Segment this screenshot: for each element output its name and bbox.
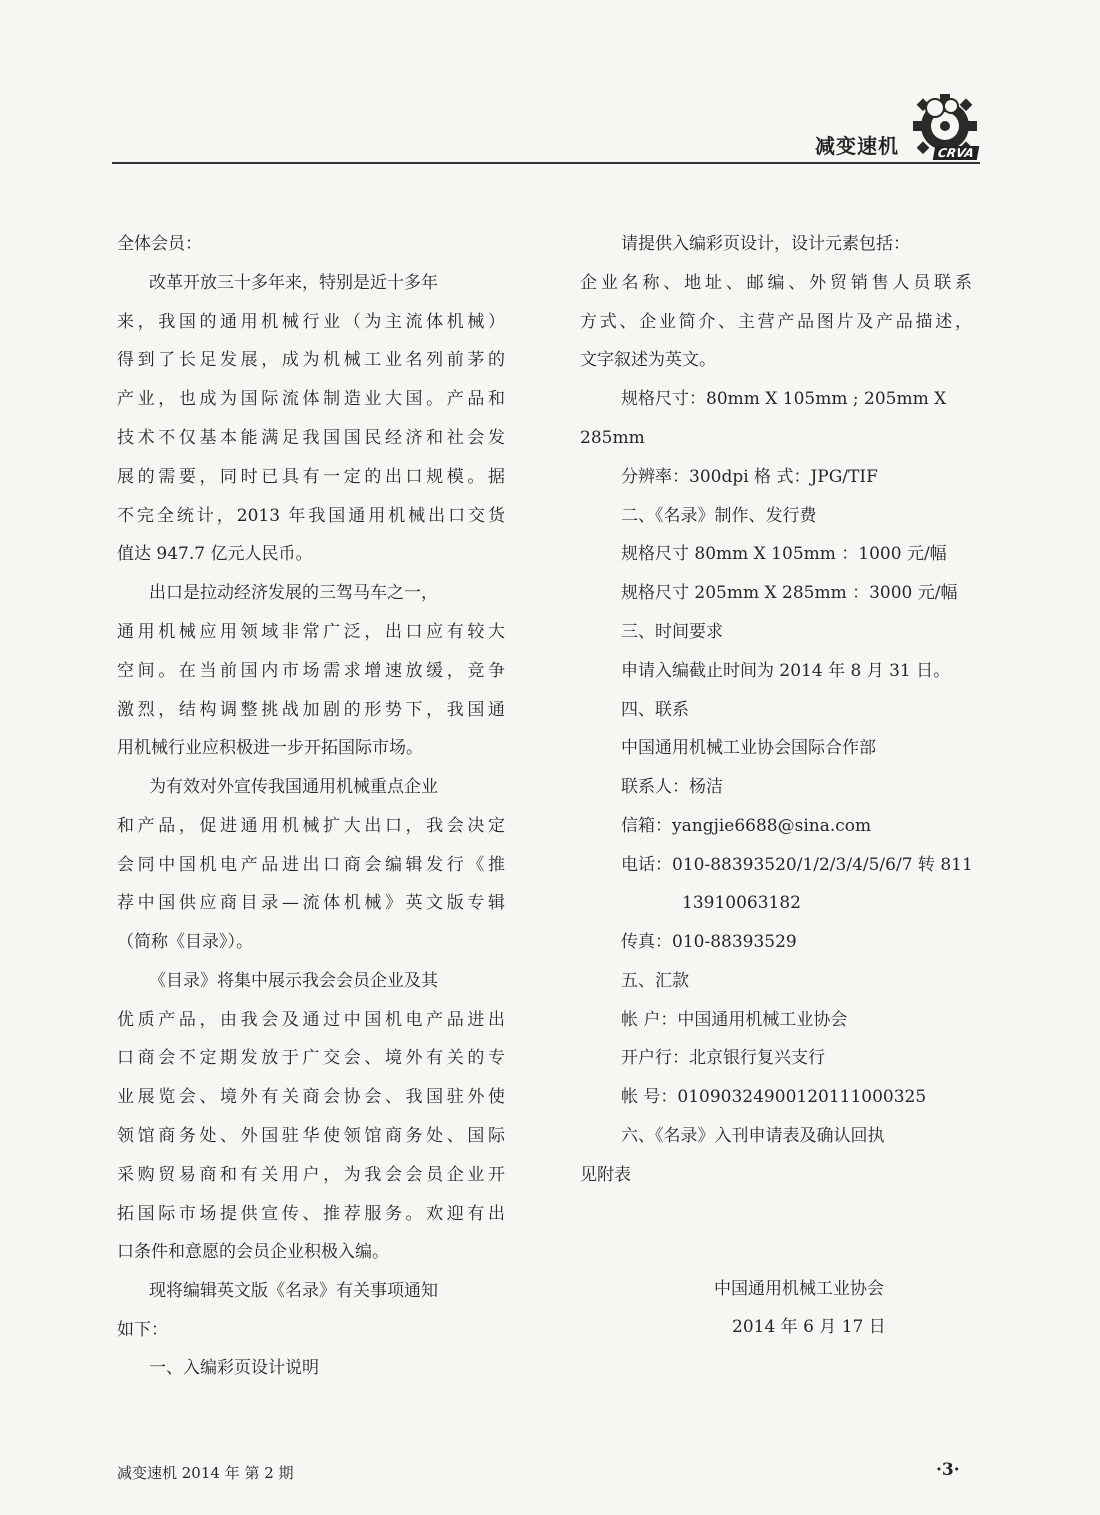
paragraph-line: 通用机械应用领域非常广泛，出口应有较大 [117,622,505,642]
section-heading: 五、汇款 [621,971,689,991]
paragraph-line: 企业名称、地址、邮编、外贸销售人员联系 [580,273,972,293]
section-heading: 六、《名录》入刊申请表及确认回执 [621,1126,885,1146]
paragraph-line: 改革开放三十多年来，特别是近十多年 [149,273,438,293]
contact-phone: 电话：010-88393520/1/2/3/4/5/6/7 转 811 [621,855,973,875]
paragraph-line: 激烈，结构调整挑战加剧的形势下，我国通 [117,700,505,720]
logo-text: CRVA [933,146,979,160]
paragraph-line: 《目录》将集中展示我会会员企业及其 [149,971,438,991]
signature-date: 2014 年 6 月 17 日 [732,1317,886,1337]
salutation: 全体会员： [117,234,202,254]
contact-person: 联系人：杨洁 [621,777,723,797]
paragraph-line: 见附表 [580,1165,631,1185]
paragraph-line: 拓国际市场提供宣传、推荐服务。欢迎有出 [117,1204,505,1224]
contact-email: 信箱：yangjie6688@sina.com [621,816,872,836]
paragraph-line: 出口是拉动经济发展的三驾马车之一， [149,583,438,603]
paragraph-line: 文字叙述为英文。 [580,350,716,370]
paragraph-line: 会同中国机电产品进出口商会编辑发行《推 [117,855,505,875]
paragraph-line: 用机械行业应积极进一步开拓国际市场。 [117,738,423,758]
deadline: 申请入编截止时间为 2014 年 8 月 31 日。 [621,661,951,681]
account-name: 帐 户：中国通用机械工业协会 [621,1010,848,1030]
paragraph-line: 业展览会、境外有关商会协会、我国驻外使 [117,1087,505,1107]
paragraph-line: 现将编辑英文版《名录》有关事项通知 [149,1281,438,1301]
contact-fax: 传真：010-88393529 [621,932,797,952]
paragraph-line: 领馆商务处、外国驻华使领馆商务处、国际 [117,1126,505,1146]
signature-org: 中国通用机械工业协会 [714,1279,884,1299]
paragraph-line: 优质产品，由我会及通过中国机电产品进出 [117,1010,505,1030]
fee-small: 规格尺寸 80mm X 105mm ：1000 元/幅 [621,544,947,564]
contact-mobile: 13910063182 [682,893,801,913]
journal-title: 减变速机 [815,134,899,158]
spec-size-cont: 285mm [580,428,645,448]
paragraph-line: 空间。在当前国内市场需求增速放缓，竞争 [117,661,505,681]
footer-issue: 减变速机 2014 年 第 2 期 [117,1464,294,1482]
spec-size: 规格尺寸：80mm X 105mm ; 205mm X [621,389,947,409]
section-heading: 三、时间要求 [621,622,723,642]
paragraph-line: 请提供入编彩页设计，设计元素包括： [621,234,910,254]
paragraph-line: 技术不仅基本能满足我国国民经济和社会发 [117,428,505,448]
paragraph-line: 方式、企业简介、主营产品图片及产品描述， [580,312,972,332]
paragraph-line: 口商会不定期发放于广交会、境外有关的专 [117,1048,505,1068]
paragraph-line: 荐中国供应商目录—流体机械》英文版专辑 [117,893,505,913]
paragraph-line: 口条件和意愿的会员企业积极入编。 [117,1242,389,1262]
section-heading: 二、《名录》制作、发行费 [621,506,817,526]
paragraph-line: 值达 947.7 亿元人民币。 [117,544,313,564]
paragraph-line: 如下： [117,1320,168,1340]
spec-resolution-format: 分辨率：300dpi 格 式：JPG/TIF [621,467,878,487]
section-heading: 四、联系 [621,700,689,720]
paragraph-line: （简称《目录》）。 [117,932,253,952]
fee-large: 规格尺寸 205mm X 285mm ：3000 元/幅 [621,583,958,603]
header-divider [112,162,980,164]
paragraph-line: 来，我国的通用机械行业（为主流体机械） [117,312,505,332]
paragraph-line: 不完全统计，2013 年我国通用机械出口交货 [117,506,505,526]
contact-dept: 中国通用机械工业协会国际合作部 [621,738,876,758]
section-heading: 一、入编彩页设计说明 [149,1358,319,1378]
paragraph-line: 产业，也成为国际流体制造业大国。产品和 [117,389,505,409]
account-number: 帐 号：01090324900120111000325 [621,1087,927,1107]
paragraph-line: 为有效对外宣传我国通用机械重点企业 [149,777,438,797]
paragraph-line: 展的需要，同时已具有一定的出口规模。据 [117,467,505,487]
paragraph-line: 采购贸易商和有关用户，为我会会员企业开 [117,1165,505,1185]
paragraph-line: 和产品，促进通用机械扩大出口，我会决定 [117,816,505,836]
paragraph-line: 得到了长足发展，成为机械工业名列前茅的 [117,350,505,370]
page-number: ·3· [936,1460,960,1480]
account-bank: 开户行：北京银行复兴支行 [621,1048,825,1068]
